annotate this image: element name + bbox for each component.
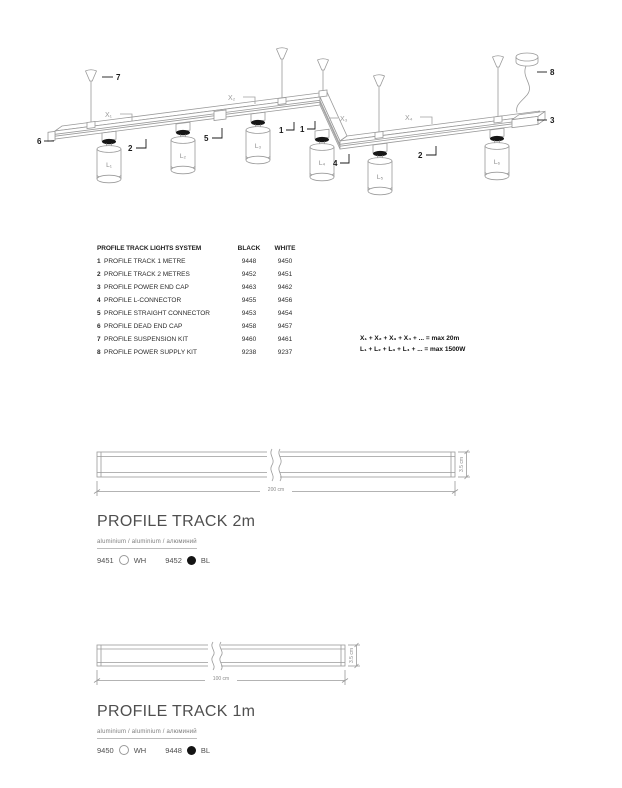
table-row: [97, 268, 307, 281]
row-num: 3: [97, 284, 101, 291]
svg-text:2: 2: [418, 151, 423, 160]
track-2m-product: [97, 514, 255, 565]
height-label: 3.5 cm: [459, 456, 465, 473]
suspension-cone-icons: [86, 48, 504, 86]
col-black: BLACK: [237, 245, 261, 252]
row-black-code: 9453: [241, 310, 257, 317]
parts-table-header: [97, 242, 307, 255]
length-label: 100 cm: [212, 676, 230, 682]
row-black-code: 9452: [241, 271, 257, 278]
row-name: PROFILE POWER END CAP: [104, 284, 189, 291]
white-code: 9451: [97, 555, 114, 565]
track-2m-drawing: [0, 440, 622, 505]
white-label: WH: [133, 745, 147, 755]
straight-connector: [214, 110, 226, 121]
materials-label: aluminium / aluminium / алюминий: [97, 539, 197, 549]
row-white-code: 9450: [277, 258, 293, 265]
svg-text:4: 4: [333, 159, 338, 168]
black-code: 9448: [165, 745, 182, 755]
callout-2a: [128, 139, 146, 153]
row-black-code: 9455: [241, 297, 257, 304]
table-row: [97, 307, 307, 320]
row-num: 5: [97, 310, 101, 317]
spotlight-l2: [171, 122, 195, 174]
track-1m-drawing: [0, 635, 622, 695]
white-label: WH: [133, 555, 147, 565]
break-gap: [208, 642, 221, 669]
svg-text:X₃: X₃: [340, 116, 348, 123]
row-name: PROFILE TRACK 1 METRE: [104, 258, 186, 265]
row-white-code: 9237: [277, 349, 293, 356]
row-black-code: 9448: [241, 258, 257, 265]
length-label: 200 cm: [267, 487, 285, 493]
track-system-diagram: [0, 0, 622, 235]
white-swatch-icon: [119, 745, 129, 755]
svg-text:X₄: X₄: [405, 115, 413, 122]
row-white-code: 9451: [277, 271, 293, 278]
product-title: PROFILE TRACK 2m: [97, 513, 256, 530]
table-row: [97, 320, 307, 333]
col-white: WHITE: [274, 245, 296, 252]
row-black-code: 9463: [241, 284, 257, 291]
white-code: 9450: [97, 745, 114, 755]
row-num: 2: [97, 271, 101, 278]
track-1m-length-dimension: [94, 670, 348, 685]
dead-end-cap: [48, 131, 55, 141]
track-1m-height-dimension: [348, 643, 360, 668]
table-title: PROFILE TRACK LIGHTS SYSTEM: [97, 245, 202, 252]
row-name: PROFILE POWER SUPPLY KIT: [104, 349, 197, 356]
row-name: PROFILE SUSPENSION KIT: [104, 336, 189, 343]
row-black-code: 9458: [241, 323, 257, 330]
row-black-code: 9460: [241, 336, 257, 343]
max-power-formula: L₁ + L₂ + L₃ + L₄ + ... = max 1500W: [360, 345, 466, 353]
callout-5: [204, 128, 222, 143]
callout-1a: [279, 122, 294, 135]
black-swatch-icon: [187, 556, 196, 565]
svg-text:1: 1: [300, 125, 305, 134]
table-row: [97, 333, 307, 346]
white-swatch-icon: [119, 555, 129, 565]
svg-text:5: 5: [204, 134, 209, 143]
row-white-code: 9454: [277, 310, 293, 317]
power-supply-canopy: [516, 53, 538, 113]
svg-text:2: 2: [128, 144, 133, 153]
row-white-code: 9462: [277, 284, 293, 291]
row-num: 6: [97, 323, 101, 330]
callout-1b: [300, 121, 315, 134]
svg-text:6: 6: [37, 137, 42, 146]
table-row: [97, 255, 307, 268]
materials-label: aluminium / aluminium / алюминий: [97, 729, 197, 739]
row-name: PROFILE DEAD END CAP: [104, 323, 183, 330]
svg-text:3: 3: [550, 116, 555, 125]
light-label: L₂: [179, 153, 187, 160]
row-white-code: 9457: [277, 323, 293, 330]
svg-text:1: 1: [279, 126, 284, 135]
black-label: BL: [200, 555, 211, 565]
callout-8: [537, 68, 555, 77]
svg-text:X₁: X₁: [105, 112, 113, 119]
light-label: L₆: [493, 159, 501, 166]
parts-table: [97, 242, 307, 359]
black-label: BL: [200, 745, 211, 755]
row-num: 8: [97, 349, 101, 356]
system-limits: [360, 334, 465, 355]
product-codes: [97, 745, 255, 755]
table-row: [97, 346, 307, 359]
row-name: PROFILE TRACK 2 METRES: [104, 271, 190, 278]
light-label: L₃: [254, 143, 262, 150]
callout-2b: [418, 146, 436, 160]
black-code: 9452: [165, 555, 182, 565]
row-name: PROFILE STRAIGHT CONNECTOR: [104, 310, 210, 317]
light-label: L₅: [376, 174, 384, 181]
callout-7: [102, 73, 121, 82]
power-cable: [517, 66, 530, 113]
row-black-code: 9238: [241, 349, 257, 356]
product-title: PROFILE TRACK 1m: [97, 703, 256, 720]
row-white-code: 9456: [277, 297, 293, 304]
callout-4: [333, 154, 349, 168]
spotlight-l3: [246, 112, 270, 164]
spotlight-l6: [485, 128, 509, 180]
row-white-code: 9461: [277, 336, 293, 343]
row-num: 7: [97, 336, 101, 343]
product-codes: [97, 555, 255, 565]
dim-x4: [405, 115, 432, 124]
height-label: 3.5 cm: [349, 647, 355, 664]
table-row: [97, 281, 307, 294]
spotlight-l1: [97, 131, 121, 183]
svg-text:7: 7: [116, 73, 121, 82]
max-length-formula: X₁ + X₂ + X₃ + X₄ + ... = max 20m: [360, 335, 460, 342]
track-2m-length-dimension: [94, 481, 458, 496]
light-label: L₄: [318, 160, 326, 167]
break-gap: [267, 449, 280, 480]
svg-text:8: 8: [550, 68, 555, 77]
track-1m-product: [97, 704, 255, 755]
svg-text:X₂: X₂: [228, 95, 236, 102]
row-num: 1: [97, 258, 101, 265]
track-1m-profile: [97, 642, 345, 670]
table-row: [97, 294, 307, 307]
spotlight-l4: [310, 129, 334, 181]
spotlight-l5: [368, 143, 392, 195]
track-run-right: [340, 111, 545, 149]
track-2m-profile: [97, 449, 455, 481]
row-num: 4: [97, 297, 101, 304]
row-name: PROFILE L-CONNECTOR: [104, 297, 182, 304]
track-2m-height-dimension: [458, 450, 470, 479]
black-swatch-icon: [187, 746, 196, 755]
light-label: L₁: [106, 162, 112, 169]
